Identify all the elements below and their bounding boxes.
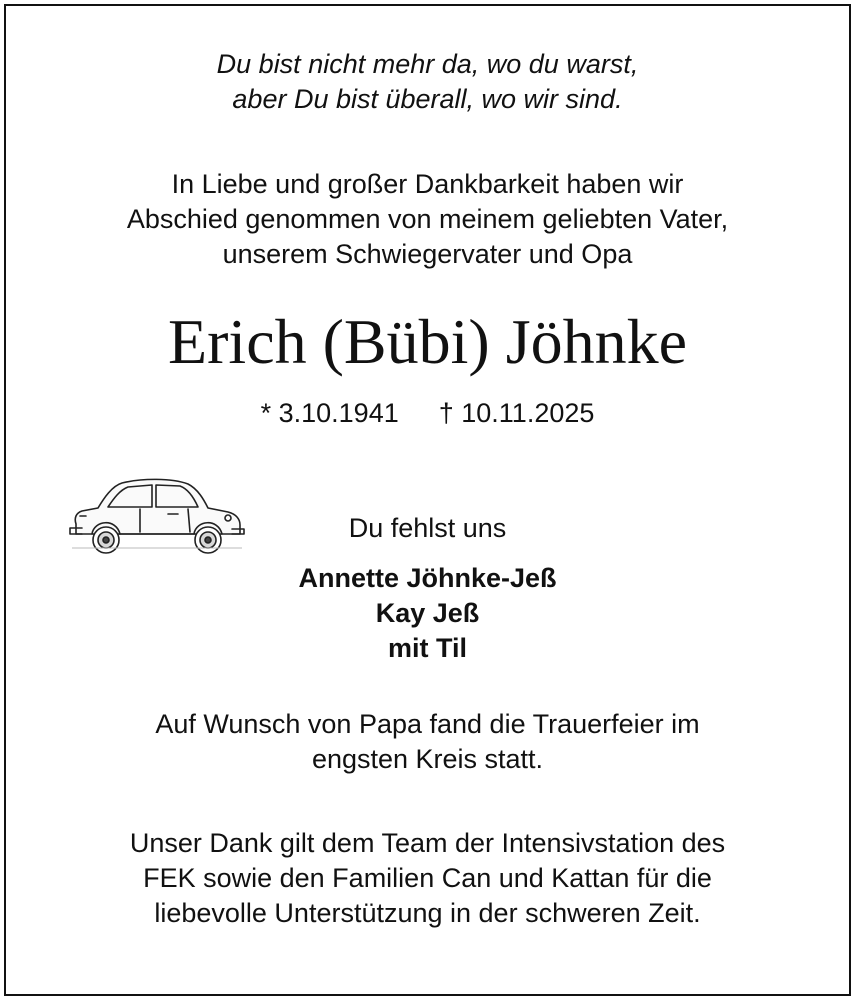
ceremony-line-2: engsten Kreis statt. bbox=[311, 744, 544, 774]
mourners-intro: Du fehlst uns bbox=[348, 513, 507, 543]
death-date: † 10.11.2025 bbox=[438, 398, 595, 428]
intro-line-3: unserem Schwiegervater und Opa bbox=[222, 239, 633, 269]
thanks-line-2: FEK sowie den Familien Can und Kattan für die bbox=[143, 863, 712, 893]
birth-date: * 3.10.1941 bbox=[260, 398, 399, 428]
mourner-name: mit Til bbox=[387, 633, 467, 663]
thanks-line-3: liebevolle Unterstützung in der schweren Zeit. bbox=[154, 898, 701, 928]
quote-line-2: aber Du bist überall, wo wir sind. bbox=[232, 84, 623, 114]
life-dates bbox=[0, 397, 855, 429]
thanks-line-1: Unser Dank gilt dem Team der Intensivstation des bbox=[129, 828, 726, 858]
ceremony-line-1: Auf Wunsch von Papa fand die Trauerfeier im bbox=[155, 709, 700, 739]
mourner-name: Kay Jeß bbox=[375, 598, 480, 628]
quote-line-1: Du bist nicht mehr da, wo du warst, bbox=[216, 49, 639, 79]
deceased-name: Erich (Bübi) Jöhnke bbox=[168, 306, 687, 377]
intro-line-1: In Liebe und großer Dankbarkeit haben wir bbox=[171, 169, 684, 199]
mourner-name: Annette Jöhnke-Jeß bbox=[298, 563, 557, 593]
intro-line-2: Abschied genommen von meinem geliebten Vater, bbox=[126, 204, 729, 234]
